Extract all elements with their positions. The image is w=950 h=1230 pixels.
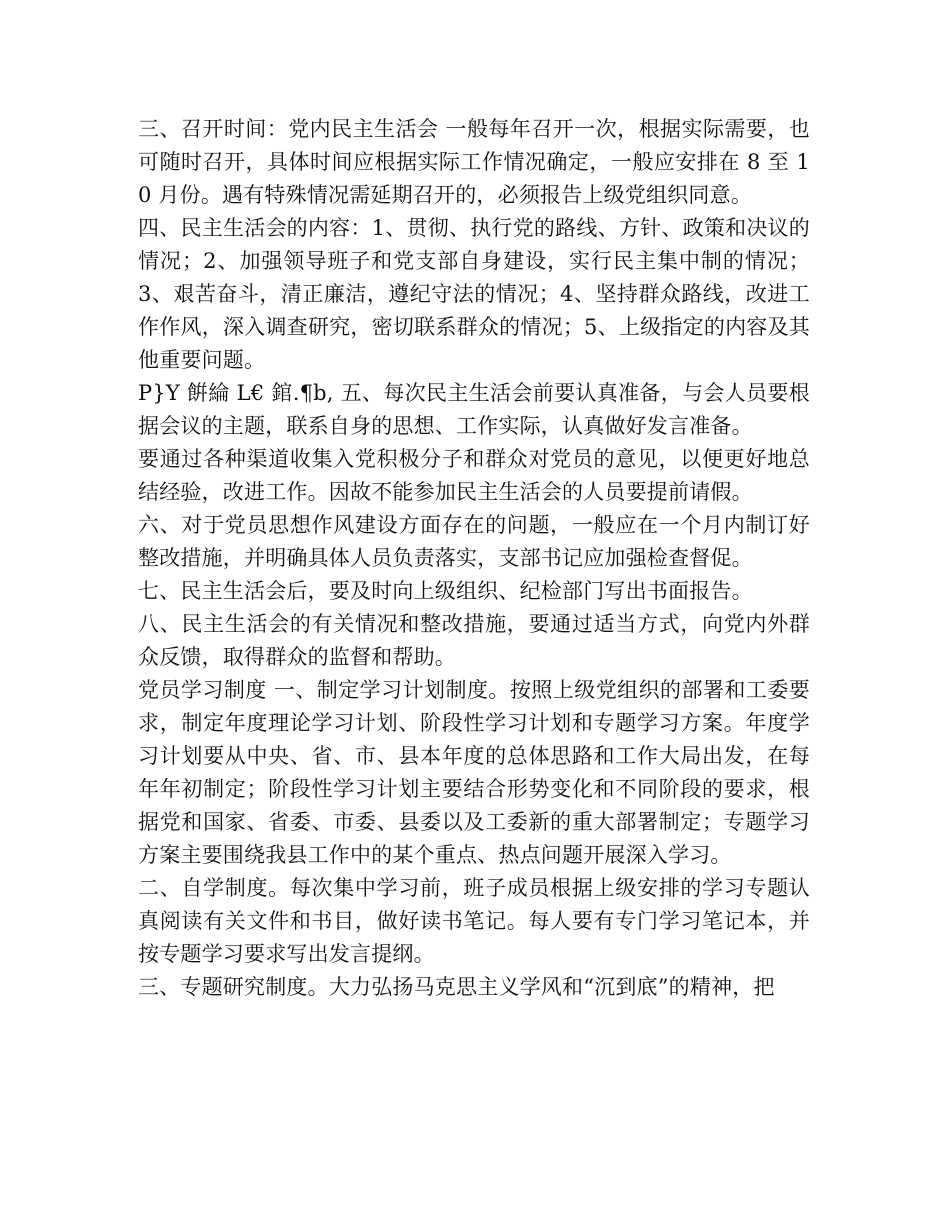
paragraph-feedback: 八、民主生活会的有关情况和整改措施，要通过适当方式，向党内外群众反馈，取得群众的监督和帮助。 <box>138 612 810 669</box>
paragraph-research: 三、专题研究制度。大力弘扬马克思主义学风和“沉到底”的精神，把 <box>138 975 775 999</box>
paragraph-study-plan: 党员学习制度 一、制定学习计划制度。按照上级党组织的部署和工委要求，制定年度理论学习计划、阶段性学习计划和专题学习方案。年度学习计划要从中央、省、市、县本年度的总体思路和工作大局出发，在每年年初制定；阶段性学习计划主要结合形势变化和不同阶段的要求，根据党和国家、省委、市委、县委以及工委新的重大部署制定；专题学习方案主要围绕我县工作中的某个重点、热点问题开展深入学习。 <box>138 678 810 867</box>
paragraph-rectification: 六、对于党员思想作风建设方面存在的问题，一般应在一个月内制订好整改措施，并明确具体人员负责落实，支部书记应加强检查督促。 <box>138 513 810 570</box>
paragraph-meeting-time: 三、召开时间：党内民主生活会 一般每年召开一次，根据实际需要，也可随时召开，具体时间应根据实际工作情况确定，一般应安排在 8 至 10 月份。遇有特殊情况需延期召开的，必须报告上级党组织同意。 <box>138 117 810 207</box>
paragraph-preparation: P}Y 餠綸 L€ 錧.¶b, 五、每次民主生活会前要认真准备，与会人员要根据会议的主题，联系自身的思想、工作实际，认真做好发言准备。 <box>138 381 810 438</box>
document-body <box>138 113 810 1004</box>
paragraph-self-study: 二、自学制度。每次集中学习前，班子成员根据上级安排的学习专题认真阅读有关文件和书目，做好读书笔记。每人要有专门学习笔记本，并按专题学习要求写出发言提纲。 <box>138 876 810 966</box>
paragraph-meeting-content: 四、民主生活会的内容：1、贯彻、执行党的路线、方针、政策和决议的情况；2、加强领导班子和党支部自身建设，实行民主集中制的情况；3、艰苦奋斗，清正廉洁，遵纪守法的情况；4、坚持群众路线，改进工作作风，深入调查研究，密切联系群众的情况；5、上级指定的内容及其他重要问题。 <box>138 216 810 372</box>
paragraph-report: 七、民主生活会后，要及时向上级组织、纪检部门写出书面报告。 <box>138 579 753 603</box>
paragraph-collect-opinions: 要通过各种渠道收集入党积极分子和群众对党员的意见，以便更好地总结经验，改进工作。因故不能参加民主生活会的人员要提前请假。 <box>138 447 810 504</box>
